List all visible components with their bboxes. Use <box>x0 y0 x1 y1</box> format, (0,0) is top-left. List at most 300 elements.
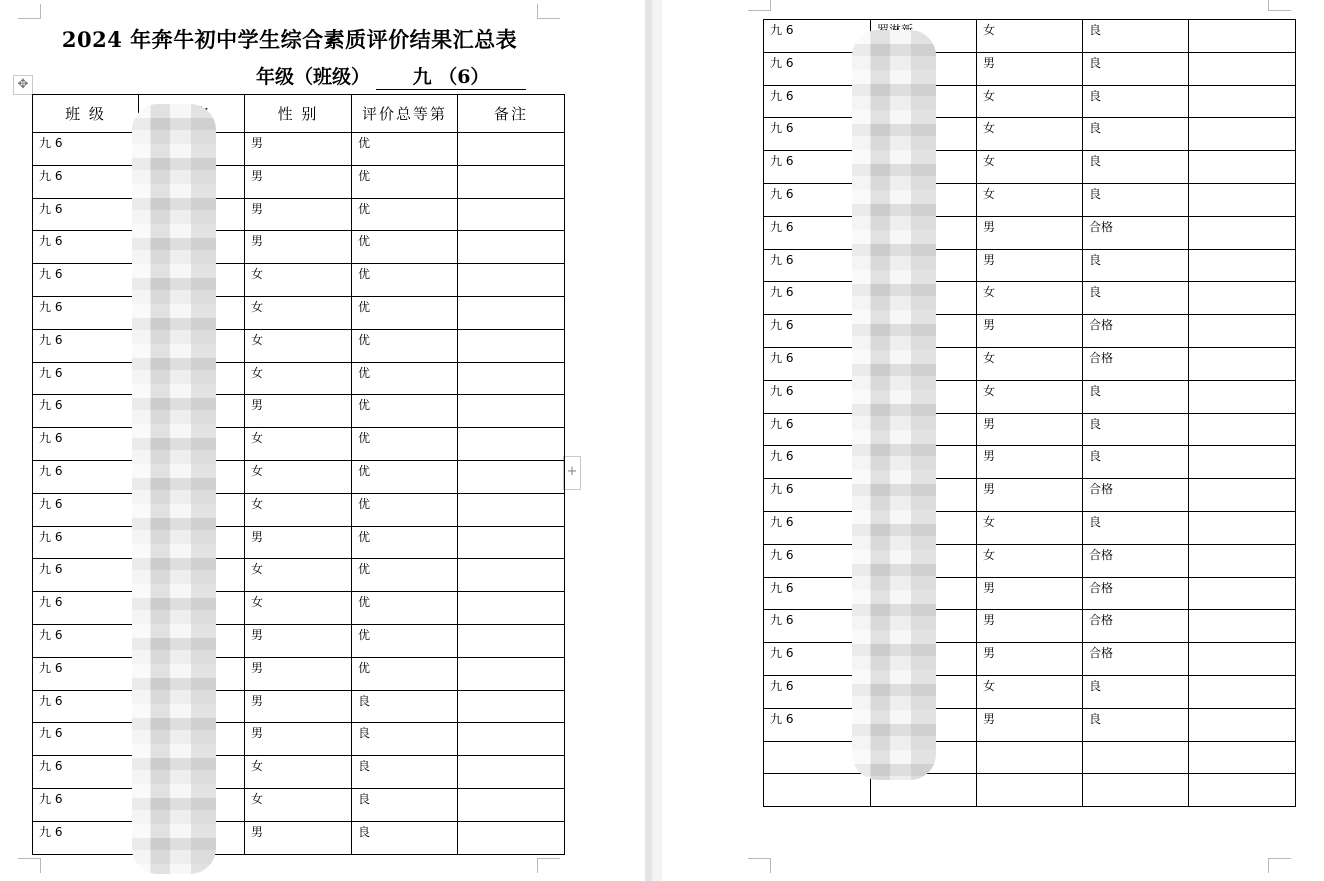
cell-class <box>33 133 139 166</box>
table-row <box>33 821 565 854</box>
cell-grade <box>1083 380 1189 413</box>
cell-gender-text: 女 <box>251 267 264 282</box>
cell-class-text: 九 6 <box>770 383 794 398</box>
cell-note <box>458 428 565 461</box>
cell-class-text: 九 6 <box>770 88 794 103</box>
cell-class-text: 九 6 <box>39 496 63 511</box>
cell-grade-text: 良 <box>358 824 371 839</box>
cell-grade <box>352 460 458 493</box>
cell-note <box>1189 774 1296 807</box>
cell-note-text <box>1189 217 1295 220</box>
cell-grade <box>352 296 458 329</box>
cell-gender-text: 女 <box>251 595 264 610</box>
cell-grade <box>1083 118 1189 151</box>
cell-note-text <box>1189 479 1295 482</box>
cell-note-text <box>458 199 564 202</box>
cell-gender <box>977 380 1083 413</box>
cell-grade-text: 合格 <box>1089 580 1114 595</box>
cell-grade <box>1083 151 1189 184</box>
cell-note-text <box>1189 20 1295 23</box>
cell-grade-text: 良 <box>1089 121 1102 136</box>
cell-gender-text: 女 <box>983 350 996 365</box>
cell-class-text: 九 6 <box>39 365 63 380</box>
table-row <box>33 690 565 723</box>
move-icon: ✥ <box>17 77 29 92</box>
cell-class <box>33 624 139 657</box>
cell-class-text: 九 6 <box>770 350 794 365</box>
cell-grade-text: 合格 <box>1089 613 1114 628</box>
cell-gender-text: 男 <box>983 416 996 431</box>
cell-gender-text: 女 <box>251 463 264 478</box>
cell-note <box>458 362 565 395</box>
cell-class <box>33 821 139 854</box>
cell-grade <box>352 657 458 690</box>
cell-gender <box>977 643 1083 676</box>
document-title: 2024 年奔牛初中学生综合素质评价结果汇总表 <box>61 27 518 52</box>
cell-note <box>458 559 565 592</box>
cell-class-text: 九 6 <box>770 416 794 431</box>
cell-class-text: 九 6 <box>770 613 794 628</box>
cell-gender <box>245 428 352 461</box>
cell-gender-text: 男 <box>251 234 264 249</box>
cell-class-text: 九 6 <box>770 646 794 661</box>
cell-class-text: 九 6 <box>39 791 63 806</box>
table-row <box>764 20 1296 53</box>
cell-note <box>1189 741 1296 774</box>
cell-gender-text: 女 <box>251 365 264 380</box>
cell-class-text: 九 6 <box>39 136 63 150</box>
cell-note <box>458 821 565 854</box>
cell-grade <box>352 133 458 166</box>
cell-grade-text: 优 <box>358 660 371 675</box>
cell-class-text: 九 6 <box>770 121 794 136</box>
cell-gender <box>245 395 352 428</box>
cell-grade-text <box>1083 774 1188 777</box>
cell-grade <box>352 264 458 297</box>
table-row <box>33 362 565 395</box>
cell-grade-text: 优 <box>358 595 371 610</box>
cell-gender <box>977 511 1083 544</box>
cell-gender <box>977 708 1083 741</box>
cell-note <box>458 296 565 329</box>
table-row <box>33 395 565 428</box>
cell-grade-text: 良 <box>1089 711 1102 726</box>
cell-class <box>33 165 139 198</box>
privacy-blur-mask <box>132 104 216 874</box>
cell-grade-text: 优 <box>358 562 371 577</box>
cell-grade <box>1083 675 1189 708</box>
header-note: 备注 <box>458 95 565 133</box>
cell-gender-text: 男 <box>251 660 264 675</box>
table-row <box>764 249 1296 282</box>
cell-gender <box>245 133 352 166</box>
cell-grade <box>352 165 458 198</box>
cell-grade-text: 优 <box>358 332 371 347</box>
cell-note-text <box>1189 512 1295 515</box>
cell-gender-text: 男 <box>983 449 996 464</box>
cell-note-text <box>1189 184 1295 187</box>
cell-gender <box>977 282 1083 315</box>
cell-class-text: 九 6 <box>770 678 794 693</box>
table-row <box>33 165 565 198</box>
cell-grade-text: 良 <box>1089 23 1102 37</box>
cell-gender <box>977 577 1083 610</box>
cell-note-text <box>458 363 564 366</box>
cell-note <box>458 329 565 362</box>
cell-gender-text: 男 <box>983 219 996 234</box>
cell-note <box>458 231 565 264</box>
table-row <box>764 741 1296 774</box>
crop-mark-top-left <box>18 4 41 19</box>
cell-note <box>458 198 565 231</box>
cell-gender-text: 女 <box>251 562 264 577</box>
cell-gender <box>245 592 352 625</box>
cell-gender <box>245 493 352 526</box>
cell-grade-text <box>1083 742 1188 745</box>
cell-note <box>1189 446 1296 479</box>
cell-gender <box>977 151 1083 184</box>
cell-class <box>33 198 139 231</box>
cell-note-text <box>458 461 564 464</box>
cell-gender-text: 女 <box>983 383 996 398</box>
cell-grade <box>1083 85 1189 118</box>
cell-note-text <box>1189 315 1295 318</box>
table-move-handle[interactable] <box>13 75 33 95</box>
table-row <box>764 544 1296 577</box>
cell-gender <box>245 624 352 657</box>
header-class: 班 级 <box>33 95 139 133</box>
add-column-handle[interactable] <box>563 456 581 490</box>
cell-gender <box>977 774 1083 807</box>
cell-grade-text: 良 <box>1089 678 1102 693</box>
table-row <box>33 788 565 821</box>
cell-class-text: 九 6 <box>770 711 794 726</box>
table-row <box>764 347 1296 380</box>
cell-class-text: 九 6 <box>770 219 794 234</box>
cell-note <box>1189 413 1296 446</box>
cell-gender <box>245 329 352 362</box>
cell-note <box>458 526 565 559</box>
cell-note <box>1189 85 1296 118</box>
cell-note <box>458 690 565 723</box>
cell-note <box>458 395 565 428</box>
cell-class-text: 九 6 <box>770 252 794 267</box>
cell-note-text <box>1189 282 1295 285</box>
cell-note-text <box>458 625 564 628</box>
table-row <box>33 756 565 789</box>
cell-grade-text: 优 <box>358 627 371 642</box>
cell-note <box>1189 380 1296 413</box>
table-row <box>764 282 1296 315</box>
cell-grade <box>352 526 458 559</box>
cell-grade <box>352 788 458 821</box>
table-row <box>33 133 565 166</box>
cell-grade-text: 优 <box>358 136 371 150</box>
cell-note-text <box>458 723 564 726</box>
table-row <box>764 643 1296 676</box>
table-row <box>33 657 565 690</box>
cell-note <box>1189 249 1296 282</box>
cell-gender <box>977 347 1083 380</box>
cell-class <box>33 756 139 789</box>
cell-gender <box>977 446 1083 479</box>
cell-note-text <box>458 166 564 169</box>
cell-note-text <box>1189 348 1295 351</box>
cell-note-text <box>458 527 564 530</box>
cell-note-text <box>458 264 564 267</box>
table-row <box>764 577 1296 610</box>
cell-grade <box>1083 347 1189 380</box>
cell-gender-text: 男 <box>251 168 264 183</box>
cell-gender <box>245 231 352 264</box>
cell-note-text <box>458 592 564 595</box>
cell-class-text: 九 6 <box>39 693 63 708</box>
cell-grade <box>1083 20 1189 53</box>
cell-class-text: 九 6 <box>39 299 63 314</box>
cell-class-text: 九 6 <box>770 285 794 300</box>
document-page-1 <box>0 0 645 881</box>
cell-gender <box>245 756 352 789</box>
cell-grade-text: 合格 <box>1089 482 1114 497</box>
cell-gender-text: 男 <box>983 482 996 497</box>
cell-class <box>33 657 139 690</box>
cell-class <box>33 592 139 625</box>
cell-gender <box>977 315 1083 348</box>
table-row <box>764 610 1296 643</box>
cell-gender-text: 男 <box>983 613 996 628</box>
cell-note <box>1189 544 1296 577</box>
cell-grade <box>1083 282 1189 315</box>
crop-mark-bottom-right <box>1268 858 1291 873</box>
cell-gender <box>245 296 352 329</box>
cell-class-text: 九 6 <box>770 580 794 595</box>
grade-class-label: 年级（班级） <box>256 66 371 88</box>
cell-grade-text: 良 <box>358 693 371 708</box>
table-row <box>33 723 565 756</box>
cell-class-text: 九 6 <box>770 482 794 497</box>
cell-gender-text: 女 <box>983 678 996 693</box>
cell-note-text <box>1189 86 1295 89</box>
cell-grade-text: 优 <box>358 267 371 282</box>
cell-grade-text: 合格 <box>1089 547 1114 562</box>
cell-class <box>33 723 139 756</box>
table-row <box>764 118 1296 151</box>
page-gap-shadow <box>652 0 662 881</box>
table-row <box>764 380 1296 413</box>
cell-gender-text: 女 <box>251 759 264 774</box>
table-row <box>764 774 1296 807</box>
cell-grade <box>352 723 458 756</box>
cell-class <box>33 395 139 428</box>
cell-class <box>33 231 139 264</box>
cell-class <box>33 264 139 297</box>
cell-class-text: 九 6 <box>39 168 63 183</box>
cell-gender-text: 男 <box>983 580 996 595</box>
cell-grade <box>1083 315 1189 348</box>
crop-mark-bottom-right <box>537 858 560 873</box>
cell-class-text: 九 6 <box>39 660 63 675</box>
cell-gender-text: 女 <box>983 547 996 562</box>
cell-gender <box>245 264 352 297</box>
cell-grade-text: 良 <box>358 759 371 774</box>
cell-gender-text: 女 <box>251 791 264 806</box>
cell-note-text <box>1189 545 1295 548</box>
cell-class <box>33 460 139 493</box>
cell-class-text: 九 6 <box>39 431 63 446</box>
cell-gender <box>977 216 1083 249</box>
table-row <box>33 460 565 493</box>
cell-gender-text <box>977 774 1082 777</box>
cell-note-text <box>458 494 564 497</box>
cell-gender-text: 女 <box>251 299 264 314</box>
table-row <box>764 708 1296 741</box>
cell-gender-text: 男 <box>251 136 264 150</box>
cell-note-text <box>458 559 564 562</box>
cell-note <box>1189 282 1296 315</box>
cell-note <box>458 723 565 756</box>
cell-note <box>458 657 565 690</box>
page-gap <box>645 0 652 881</box>
cell-note-text <box>1189 381 1295 384</box>
cell-note <box>1189 20 1296 53</box>
cell-note <box>1189 643 1296 676</box>
cell-class-text: 九 6 <box>39 562 63 577</box>
cell-class-text: 九 6 <box>39 529 63 544</box>
cell-grade <box>352 756 458 789</box>
cell-grade <box>352 493 458 526</box>
cell-gender <box>245 526 352 559</box>
plus-icon: + <box>566 464 578 479</box>
cell-note <box>1189 315 1296 348</box>
cell-note-text <box>458 395 564 398</box>
cell-class <box>33 329 139 362</box>
cell-grade-text: 良 <box>1089 383 1102 398</box>
cell-grade-text: 优 <box>358 496 371 511</box>
cell-gender <box>245 723 352 756</box>
cell-note <box>458 264 565 297</box>
cell-grade <box>1083 216 1189 249</box>
table-row <box>33 559 565 592</box>
cell-grade <box>1083 446 1189 479</box>
table-row <box>764 315 1296 348</box>
cell-gender <box>977 741 1083 774</box>
cell-note-text <box>1189 414 1295 417</box>
cell-note-text <box>1189 53 1295 56</box>
cell-grade <box>352 559 458 592</box>
table-row <box>764 511 1296 544</box>
table-row <box>33 231 565 264</box>
cell-grade <box>1083 741 1189 774</box>
cell-grade-text: 良 <box>1089 88 1102 103</box>
cell-grade-text: 良 <box>1089 154 1102 169</box>
cell-grade-text: 优 <box>358 398 371 413</box>
cell-note-text <box>458 756 564 759</box>
cell-note <box>1189 52 1296 85</box>
cell-note <box>458 133 565 166</box>
cell-gender <box>977 544 1083 577</box>
cell-gender-text: 男 <box>251 398 264 413</box>
cell-class-text: 九 6 <box>39 201 63 216</box>
cell-grade-text: 优 <box>358 431 371 446</box>
cell-grade <box>352 231 458 264</box>
cell-class <box>33 526 139 559</box>
cell-note <box>458 624 565 657</box>
cell-class-text: 九 6 <box>770 449 794 464</box>
cell-note-text <box>458 231 564 234</box>
cell-gender-text: 男 <box>983 55 996 70</box>
cell-note-text <box>458 133 564 136</box>
cell-class-text: 九 6 <box>770 154 794 169</box>
cell-note <box>458 788 565 821</box>
cell-grade-text: 良 <box>1089 449 1102 464</box>
cell-grade-text: 良 <box>1089 55 1102 70</box>
cell-grade <box>1083 52 1189 85</box>
cell-grade-text: 良 <box>1089 416 1102 431</box>
cell-grade-text: 良 <box>1089 285 1102 300</box>
cell-note <box>458 756 565 789</box>
cell-grade <box>1083 479 1189 512</box>
cell-grade <box>1083 544 1189 577</box>
cell-grade <box>352 690 458 723</box>
crop-mark-bottom-left <box>18 858 41 873</box>
cell-note-text <box>1189 610 1295 613</box>
cell-note-text <box>1189 643 1295 646</box>
cell-class <box>33 559 139 592</box>
cell-class-text: 九 6 <box>770 547 794 562</box>
table-row <box>764 216 1296 249</box>
table-row <box>764 151 1296 184</box>
cell-note <box>1189 675 1296 708</box>
cell-grade-text: 优 <box>358 168 371 183</box>
table-row <box>33 264 565 297</box>
cell-class <box>764 774 871 807</box>
cell-grade-text: 优 <box>358 299 371 314</box>
cell-class <box>33 428 139 461</box>
cell-class <box>33 493 139 526</box>
cell-class-text: 九 6 <box>770 55 794 70</box>
cell-grade-text: 合格 <box>1089 350 1114 365</box>
cell-note-text <box>1189 446 1295 449</box>
cell-grade-text: 优 <box>358 365 371 380</box>
cell-gender <box>977 85 1083 118</box>
cell-gender-text: 女 <box>983 23 996 37</box>
cell-grade <box>352 821 458 854</box>
cell-gender <box>977 610 1083 643</box>
cell-grade <box>352 198 458 231</box>
cell-grade <box>1083 577 1189 610</box>
cell-gender <box>245 362 352 395</box>
cell-class-text: 九 6 <box>39 234 63 249</box>
cell-class <box>33 690 139 723</box>
cell-grade-text: 良 <box>358 791 371 806</box>
cell-gender-text: 男 <box>983 711 996 726</box>
cell-gender-text: 女 <box>983 154 996 169</box>
cell-note-text <box>1189 578 1295 581</box>
cell-grade <box>1083 708 1189 741</box>
cell-gender <box>977 675 1083 708</box>
cell-note <box>1189 216 1296 249</box>
cell-grade <box>352 592 458 625</box>
cell-note-text <box>1189 118 1295 121</box>
header-gender: 性 别 <box>245 95 352 133</box>
cell-gender-text: 女 <box>983 186 996 201</box>
cell-gender <box>977 413 1083 446</box>
cell-grade-text: 优 <box>358 463 371 478</box>
cell-class-text: 九 6 <box>770 318 794 333</box>
cell-note-text <box>458 428 564 431</box>
cell-gender-text: 女 <box>983 121 996 136</box>
table-row <box>764 675 1296 708</box>
